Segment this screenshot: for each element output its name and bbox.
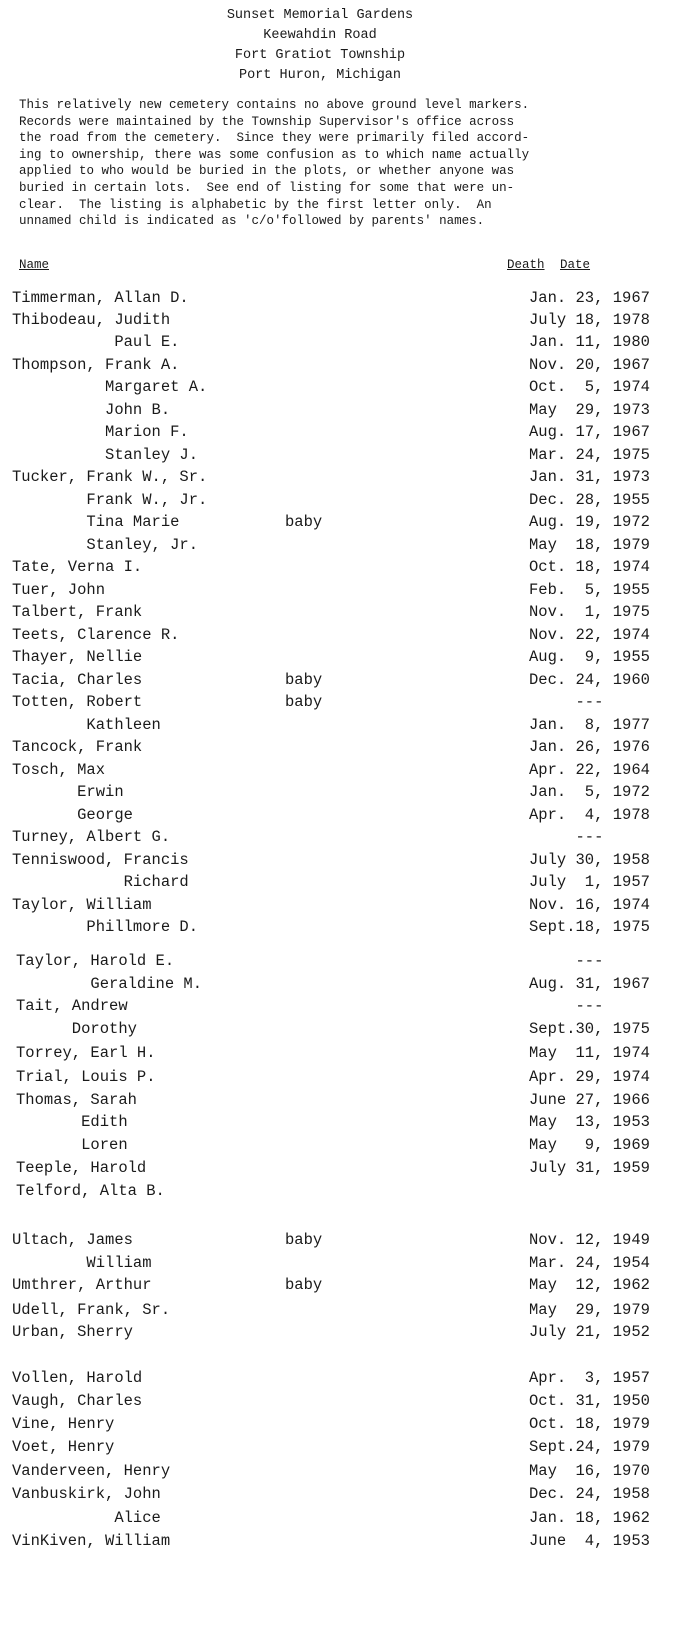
table-row bbox=[0, 1229, 673, 1252]
person-note: baby bbox=[285, 513, 323, 531]
table-row bbox=[0, 646, 673, 669]
table-row bbox=[0, 534, 673, 557]
person-name: Paul E. bbox=[12, 333, 180, 351]
death-date: July 21, 1952 bbox=[529, 1323, 650, 1341]
person-name: Umthrer, Arthur bbox=[12, 1276, 152, 1294]
table-row bbox=[0, 556, 673, 579]
person-name: Thayer, Nellie bbox=[12, 648, 143, 666]
intro-line: buried in certain lots. See end of listing for some that were un- bbox=[19, 180, 515, 195]
table-row bbox=[0, 1042, 673, 1065]
table-row bbox=[0, 1089, 673, 1112]
intro-line: Records were maintained by the Township Supervisor's office across bbox=[19, 114, 515, 129]
death-date: --- bbox=[529, 952, 604, 970]
person-name: Kathleen bbox=[12, 716, 161, 734]
table-row bbox=[0, 579, 673, 602]
intro-line: This relatively new cemetery contains no above ground level markers. bbox=[19, 98, 530, 112]
person-name: George bbox=[12, 806, 133, 824]
person-name: Trial, Louis P. bbox=[16, 1068, 156, 1086]
person-note: baby bbox=[285, 671, 323, 689]
death-date: Oct. 5, 1974 bbox=[529, 378, 650, 396]
death-date: May 29, 1973 bbox=[529, 401, 650, 419]
table-row bbox=[0, 1157, 673, 1180]
table-row bbox=[0, 354, 673, 377]
person-name: John B. bbox=[12, 401, 171, 419]
death-date: May 13, 1953 bbox=[529, 1113, 650, 1131]
person-name: Dorothy bbox=[16, 1020, 137, 1038]
death-date: Jan. 31, 1973 bbox=[529, 468, 650, 486]
table-row bbox=[0, 1299, 673, 1322]
person-name: Tuer, John bbox=[12, 581, 106, 599]
table-row bbox=[0, 759, 673, 782]
person-name: Tosch, Max bbox=[12, 761, 106, 779]
person-name: Talbert, Frank bbox=[12, 603, 143, 621]
document-header bbox=[0, 6, 640, 86]
cemetery-township: Fort Gratiot Township bbox=[234, 48, 406, 63]
table-row bbox=[0, 1413, 673, 1436]
person-name: Teets, Clarence R. bbox=[12, 626, 180, 644]
person-name: Tacia, Charles bbox=[12, 671, 143, 689]
person-name: VinKiven, William bbox=[12, 1532, 171, 1550]
table-row bbox=[0, 1390, 673, 1413]
person-name: Telford, Alta B. bbox=[16, 1182, 165, 1200]
table-row bbox=[0, 973, 673, 996]
intro-line: ing to ownership, there was some confusion as to which name actually bbox=[19, 147, 530, 162]
table-row bbox=[0, 714, 673, 737]
death-date: Mar. 24, 1975 bbox=[529, 446, 650, 464]
table-row bbox=[0, 1180, 673, 1203]
table-row bbox=[0, 1460, 673, 1483]
person-name: Thibodeau, Judith bbox=[12, 311, 171, 329]
person-name: Tenniswood, Francis bbox=[12, 851, 189, 869]
person-name: Phillmore D. bbox=[12, 918, 199, 936]
table-row bbox=[0, 1111, 673, 1134]
death-date: Apr. 22, 1964 bbox=[529, 761, 650, 779]
table-row bbox=[0, 1321, 673, 1344]
death-date: May 29, 1979 bbox=[529, 1301, 650, 1319]
intro-paragraph bbox=[19, 97, 669, 230]
person-name: Tate, Verna I. bbox=[12, 558, 143, 576]
death-date: Mar. 24, 1954 bbox=[529, 1254, 650, 1272]
death-date: Sept.30, 1975 bbox=[529, 1020, 650, 1038]
person-name: Edith bbox=[16, 1113, 128, 1131]
death-date: Aug. 31, 1967 bbox=[529, 975, 650, 993]
table-row bbox=[0, 995, 673, 1018]
person-name: William bbox=[12, 1254, 152, 1272]
intro-line: clear. The listing is alphabetic by the first letter only. An bbox=[19, 197, 492, 212]
person-name: Alice bbox=[12, 1509, 161, 1527]
cemetery-name: Sunset Memorial Gardens bbox=[226, 8, 414, 23]
death-date: Dec. 24, 1960 bbox=[529, 671, 650, 689]
death-date: May 12, 1962 bbox=[529, 1276, 650, 1294]
death-date: Feb. 5, 1955 bbox=[529, 581, 650, 599]
death-date: Sept.24, 1979 bbox=[529, 1438, 650, 1456]
cemetery-road: Keewahdin Road bbox=[263, 28, 377, 43]
person-name: Loren bbox=[16, 1136, 128, 1154]
death-date: July 1, 1957 bbox=[529, 873, 650, 891]
table-row bbox=[0, 331, 673, 354]
table-row bbox=[0, 669, 673, 692]
death-date: Apr. 4, 1978 bbox=[529, 806, 650, 824]
person-name: Richard bbox=[12, 873, 189, 891]
intro-line: applied to who would be buried in the plots, or whether anyone was bbox=[19, 164, 515, 179]
death-date: July 30, 1958 bbox=[529, 851, 650, 869]
death-date: Nov. 12, 1949 bbox=[529, 1231, 650, 1249]
death-date: Aug. 9, 1955 bbox=[529, 648, 650, 666]
death-date: July 18, 1978 bbox=[529, 311, 650, 329]
person-name: Vollen, Harold bbox=[12, 1369, 143, 1387]
death-column-header: Death bbox=[507, 258, 545, 272]
person-note: baby bbox=[285, 693, 323, 711]
person-name: Turney, Albert G. bbox=[12, 828, 171, 846]
person-name: Urban, Sherry bbox=[12, 1323, 133, 1341]
table-row bbox=[0, 1530, 673, 1553]
person-name: Frank W., Jr. bbox=[12, 491, 208, 509]
table-row bbox=[0, 421, 673, 444]
person-name: Marion F. bbox=[12, 423, 189, 441]
death-date: Oct. 31, 1950 bbox=[529, 1392, 650, 1410]
death-date: Nov. 16, 1974 bbox=[529, 896, 650, 914]
person-name: Stanley J. bbox=[12, 446, 199, 464]
death-date: Jan. 23, 1967 bbox=[529, 289, 650, 307]
table-row bbox=[0, 916, 673, 939]
table-row bbox=[0, 309, 673, 332]
table-row bbox=[0, 444, 673, 467]
table-row bbox=[0, 1066, 673, 1089]
person-name: Erwin bbox=[12, 783, 124, 801]
person-note: baby bbox=[285, 1231, 323, 1249]
table-row bbox=[0, 950, 673, 973]
death-date: June 27, 1966 bbox=[529, 1091, 650, 1109]
table-row bbox=[0, 624, 673, 647]
person-name: Margaret A. bbox=[12, 378, 208, 396]
death-date: Sept.18, 1975 bbox=[529, 918, 650, 936]
person-name: Tucker, Frank W., Sr. bbox=[12, 468, 208, 486]
person-name: Tancock, Frank bbox=[12, 738, 143, 756]
death-date: Jan. 5, 1972 bbox=[529, 783, 650, 801]
death-date: --- bbox=[529, 693, 604, 711]
table-row bbox=[0, 376, 673, 399]
table-row bbox=[0, 781, 673, 804]
death-date: Nov. 20, 1967 bbox=[529, 356, 650, 374]
date-column-header: Date bbox=[560, 258, 591, 272]
person-name: Stanley, Jr. bbox=[12, 536, 199, 554]
death-date: May 16, 1970 bbox=[529, 1462, 650, 1480]
table-row bbox=[0, 736, 673, 759]
death-date: Dec. 24, 1958 bbox=[529, 1485, 650, 1503]
person-name: Ultach, James bbox=[12, 1231, 133, 1249]
table-row bbox=[0, 1274, 673, 1297]
death-date: June 4, 1953 bbox=[529, 1532, 650, 1550]
person-name: Voet, Henry bbox=[12, 1438, 115, 1456]
death-date: Oct. 18, 1979 bbox=[529, 1415, 650, 1433]
table-row bbox=[0, 466, 673, 489]
death-date: May 9, 1969 bbox=[529, 1136, 650, 1154]
person-name: Vine, Henry bbox=[12, 1415, 115, 1433]
person-name: Vaugh, Charles bbox=[12, 1392, 143, 1410]
person-name: Thomas, Sarah bbox=[16, 1091, 137, 1109]
death-date: Jan. 18, 1962 bbox=[529, 1509, 650, 1527]
person-name: Totten, Robert bbox=[12, 693, 143, 711]
person-name: Torrey, Earl H. bbox=[16, 1044, 156, 1062]
death-date: --- bbox=[529, 997, 604, 1015]
table-row bbox=[0, 804, 673, 827]
table-row bbox=[0, 1507, 673, 1530]
death-date: Jan. 8, 1977 bbox=[529, 716, 650, 734]
cemetery-city: Port Huron, Michigan bbox=[238, 68, 402, 83]
person-name: Tait, Andrew bbox=[16, 997, 128, 1015]
death-date: Oct. 18, 1974 bbox=[529, 558, 650, 576]
death-date: May 11, 1974 bbox=[529, 1044, 650, 1062]
death-date: July 31, 1959 bbox=[529, 1159, 650, 1177]
person-name: Timmerman, Allan D. bbox=[12, 289, 189, 307]
table-row bbox=[0, 489, 673, 512]
death-date: Dec. 28, 1955 bbox=[529, 491, 650, 509]
person-name: Vanderveen, Henry bbox=[12, 1462, 171, 1480]
table-row bbox=[0, 1436, 673, 1459]
death-date: Aug. 17, 1967 bbox=[529, 423, 650, 441]
death-date: Nov. 1, 1975 bbox=[529, 603, 650, 621]
table-row bbox=[0, 691, 673, 714]
table-row bbox=[0, 871, 673, 894]
death-date: Aug. 19, 1972 bbox=[529, 513, 650, 531]
table-row bbox=[0, 1483, 673, 1506]
person-name: Vanbuskirk, John bbox=[12, 1485, 161, 1503]
table-row bbox=[0, 1134, 673, 1157]
person-name: Taylor, Harold E. bbox=[16, 952, 175, 970]
death-date: --- bbox=[529, 828, 604, 846]
table-row bbox=[0, 826, 673, 849]
intro-line: unnamed child is indicated as 'c/o'followed by parents' names. bbox=[19, 214, 485, 229]
table-row bbox=[0, 894, 673, 917]
death-date: Nov. 22, 1974 bbox=[529, 626, 650, 644]
table-row bbox=[0, 287, 673, 310]
name-column-header: Name bbox=[19, 258, 50, 272]
table-row bbox=[0, 1367, 673, 1390]
person-name: Taylor, William bbox=[12, 896, 152, 914]
table-row bbox=[0, 601, 673, 624]
table-row bbox=[0, 511, 673, 534]
table-row bbox=[0, 399, 673, 422]
death-date: Apr. 29, 1974 bbox=[529, 1068, 650, 1086]
table-row bbox=[0, 1252, 673, 1275]
table-row bbox=[0, 1018, 673, 1041]
person-name: Udell, Frank, Sr. bbox=[12, 1301, 171, 1319]
intro-line: the road from the cemetery. Since they were primarily filed accord- bbox=[19, 131, 530, 146]
death-date: Jan. 26, 1976 bbox=[529, 738, 650, 756]
table-row bbox=[0, 849, 673, 872]
death-date: Apr. 3, 1957 bbox=[529, 1369, 650, 1387]
death-date: May 18, 1979 bbox=[529, 536, 650, 554]
person-name: Thompson, Frank A. bbox=[12, 356, 180, 374]
death-date: Jan. 11, 1980 bbox=[529, 333, 650, 351]
person-name: Tina Marie bbox=[12, 513, 180, 531]
person-name: Teeple, Harold bbox=[16, 1159, 147, 1177]
person-name: Geraldine M. bbox=[16, 975, 203, 993]
person-note: baby bbox=[285, 1276, 323, 1294]
